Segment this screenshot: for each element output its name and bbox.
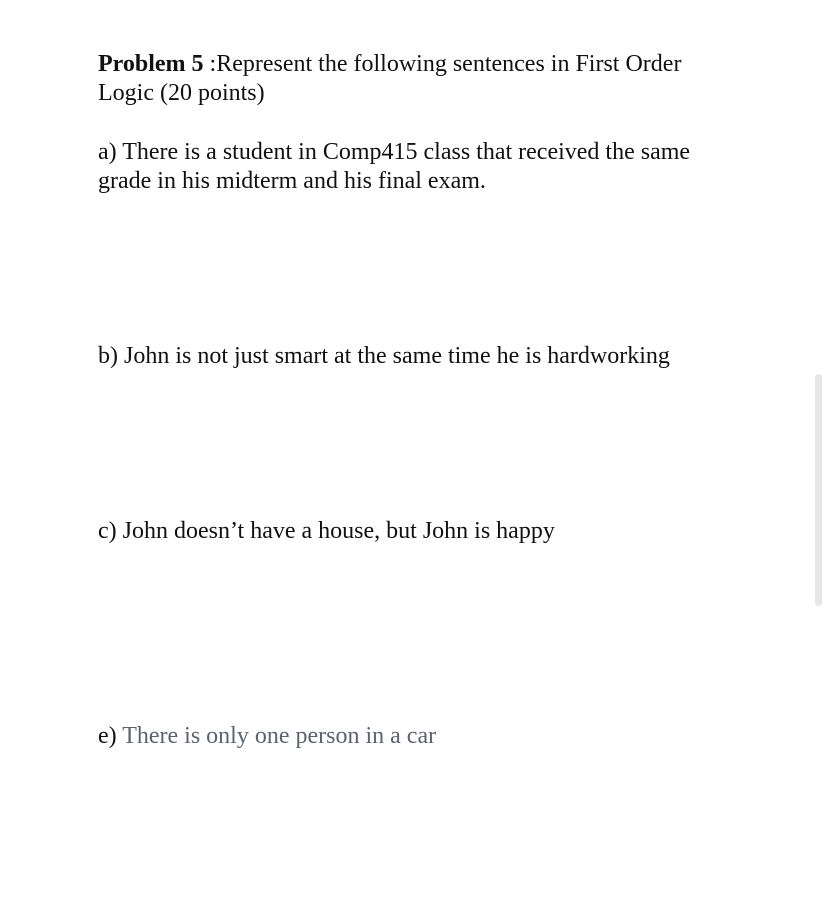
question-c-label: c) [98, 518, 123, 544]
problem-title [98, 50, 738, 108]
question-e-label: e) [98, 723, 123, 749]
question-b-text: John is not just smart at the same time he is hardworking [124, 343, 670, 369]
question-b-label: b) [98, 343, 124, 369]
question-e [98, 722, 738, 751]
problem-intro: :Represent the following sentences in First Order Logic (20 points) [98, 51, 682, 106]
question-c-text: John doesn’t have a house, but John is happy [122, 518, 555, 544]
vertical-scrollbar[interactable] [815, 374, 822, 606]
question-a-label: a) [98, 139, 123, 165]
question-c [98, 517, 738, 546]
question-b [98, 342, 738, 371]
problem-heading: Problem 5 [98, 51, 204, 77]
question-e-text: There is only one person in a car [122, 723, 437, 749]
question-a-text: There is a student in Comp415 class that received the same grade in his midterm and his final exam. [98, 139, 691, 194]
question-a [98, 138, 738, 196]
